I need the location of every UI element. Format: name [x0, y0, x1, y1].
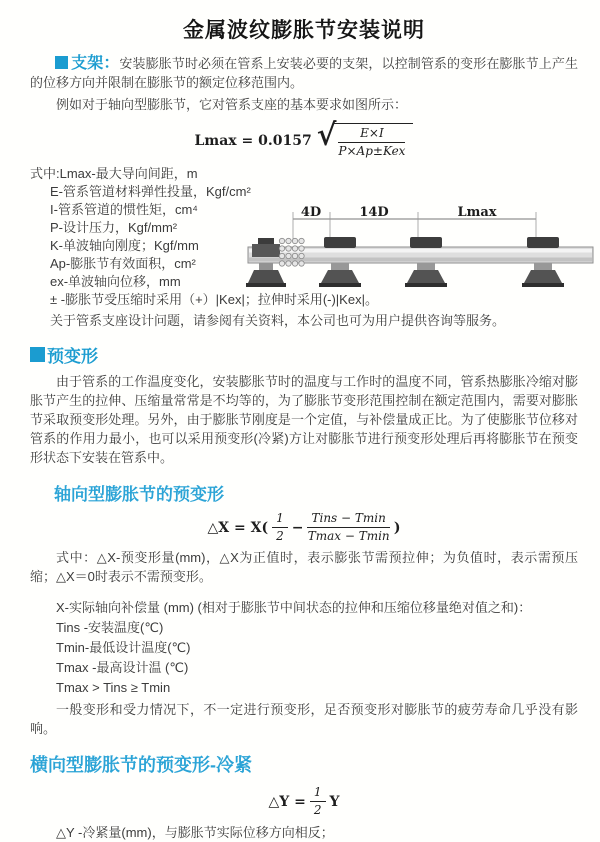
radical-sign-icon: √ — [316, 118, 337, 153]
definition-line: K-单波轴向刚度；Kgf/mm — [50, 238, 199, 253]
axial-formula-close-paren: ) — [393, 519, 401, 536]
sqrt-radical — [316, 118, 414, 159]
lmax-formula-numerator: E×I — [338, 126, 405, 143]
preform-section-heading — [30, 342, 578, 367]
document-page — [0, 14, 600, 840]
axial-frac2-num: Tins − Tmin — [307, 511, 389, 528]
lmax-formula-lhs: Lmax = 0.0157 — [194, 133, 312, 149]
page-title: 金属波纹膨胀节安装说明 — [183, 19, 425, 42]
support-example-line: 例如对于轴向型膨胀节，它对管系支座的基本要求如图所示： — [56, 97, 408, 112]
preform-body-paragraph: 由于管系的工作温度变化，安装膨胀节时的温度与工作时的温度不同，管系热膨胀冷缩对膨胀节产生的拉伸、压缩量常常是不均等的，为了膨胀节变形范围控制在额定范围内，需要对膨胀节采取预变形处理。另外，由于膨胀节刚度是一个定值，与补偿量成正比。为了使膨胀节位移对管系的作用力最小，也可以采用预变形(冷紧)方让对膨胀节进行预变形处理后再将膨胀节在预变形状态下安装在管系中。 — [30, 374, 578, 465]
lateral-formula-rhs: Y — [329, 793, 340, 810]
support-section-label: 支架： — [71, 55, 120, 72]
lateral-formula-lhs: △Y = — [268, 793, 306, 810]
definition-line: I-管系管道的惯性矩，cm⁴ — [50, 202, 198, 217]
lmax-formula-denominator: P×Ap±Kex — [338, 144, 406, 158]
pipe-support-diagram — [246, 204, 598, 306]
axial-note-paragraph: 式中：△X-预变形量(mm)，△X为正值时，表示膨张节需预拉伸；为负值时，表示需预压缩；△X＝0时表示不需预变形。 — [30, 550, 578, 584]
axial-subheading: 轴向型膨胀节的预变形 — [54, 485, 224, 504]
lateral-note-line: △Y -冷紧量(mm)，与膨胀节实际位移方向相反； — [56, 825, 334, 840]
axial-formula-minus: − — [291, 519, 304, 536]
axial-note-paragraph: 一般变形和受力情况下，不一定进行预变形，足否预变形对膨胀节的疲劳寿命几乎没有影响。 — [30, 702, 578, 736]
lateral-subheading: 横向型膨胀节的预变形-冷紧 — [30, 755, 252, 775]
dim-label-lmax: Lmax — [457, 205, 497, 220]
axial-frac1-num: 1 — [272, 511, 288, 528]
support-intro-text: 安装膨胀节时必须在管系上安装必要的支架，以控制管系的变形在膨胀节上产生的位移方向并限制在膨胀节的额定位移范围内。 — [30, 56, 578, 90]
definition-line: 式中:Lmax-最大导向间距，m — [30, 166, 198, 181]
definition-line: ex-单波轴向位移，mm — [50, 274, 181, 289]
definition-line: E-管系管道材料弹性投量，Kgf/cm² — [50, 184, 251, 199]
lateral-frac-num: 1 — [310, 785, 326, 802]
section-square-icon — [55, 56, 68, 69]
lateral-frac-den: 2 — [313, 803, 322, 817]
section-square-icon — [30, 347, 45, 362]
dim-label-4d: 4D — [300, 205, 322, 220]
axial-note-line: Tins -安装温度(℃) — [56, 620, 164, 635]
axial-frac1-den: 2 — [276, 529, 284, 543]
definition-line: Ap-膨胀节有效面积，cm² — [50, 256, 196, 271]
lateral-formula — [30, 785, 578, 818]
preform-section-label: 预变形 — [47, 347, 98, 366]
axial-note-line: Tmax > Tins ≥ Tmin — [56, 680, 171, 695]
axial-note-line: Tmin-最低设计温度(℃) — [56, 640, 191, 655]
definition-line: P-设计压力，Kgf/mm² — [50, 220, 178, 235]
support-paragraph — [30, 54, 578, 92]
axial-frac2-den: Tmax − Tmin — [307, 529, 390, 543]
dim-label-14d: 14D — [359, 205, 389, 220]
axial-formula — [30, 511, 578, 544]
axial-note-line: X-实际轴向补偿量 (mm) (相对于膨胀节中间状态的拉伸和压缩位移量绝对值之和)： — [56, 600, 532, 615]
support-note: 关于管系支座设计问题，请参阅有关资料，本公司也可为用户提供咨询等服务。 — [50, 313, 506, 328]
lmax-formula — [30, 118, 578, 159]
definition-line: ± -膨胀节受压缩时采用（+）|Kex|；拉伸时采用(-)|Kex|。 — [50, 292, 378, 307]
axial-formula-lhs: △X = X( — [207, 519, 269, 536]
axial-note-line: Tmax -最高设计温 (℃) — [56, 660, 189, 675]
